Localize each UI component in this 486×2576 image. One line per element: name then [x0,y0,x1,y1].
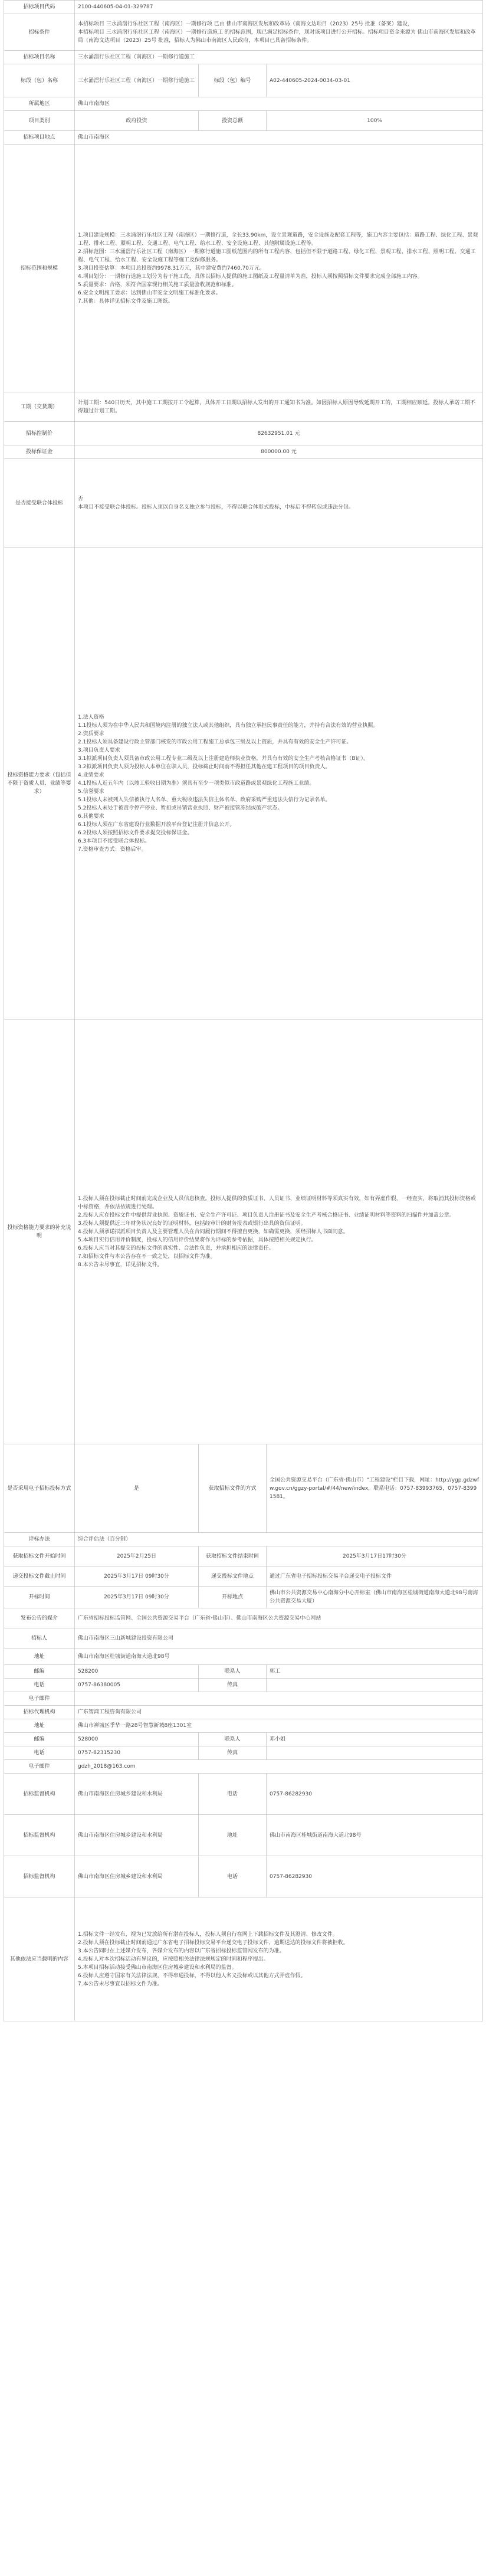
submit-place-value: 通过广东省电子招标投标交易平台递交电子投标文件 [267,1566,483,1587]
bid-fee-value: 82632951.01 元 [75,422,483,445]
location-label: 招标项目地点 [4,131,75,145]
consortium-text: 否 本项目不接受联合体投标。投标人须以自身名义独立参与投标，不得以联合体形式投标，中标后不得转包或违法分包。 [75,459,483,548]
doc-method-label: 获取招标文件的方式 [199,1444,267,1533]
other-label: 其他依法应当载明的内容 [4,1897,75,2021]
section-value: 三水涌滘行乐社区工程（南海区）一期修行道施工 [75,64,199,97]
total-label: 投资总额 [199,111,267,131]
deposit-label: 投标保证金 [4,445,75,459]
tender-contact-value: 郭工 [267,1665,483,1679]
sup1-phone-value: 0757-86282930 [267,1774,483,1815]
sup2-addr-value: 佛山市南海区桂城街道南海大道北98号 [267,1815,483,1856]
row-agent [4,1706,483,1719]
tender-fax-label: 传真 [199,1679,267,1692]
conditions-text: 本招标项目 三水涌滘行乐社区工程（南海区）一期修行项 已由 佛山市南海区发展和改革局（南海文达项目（2023）25号 批准（备案）建设， 本招标项目 三水涌滘行乐社区工程（南海区）一期修行道施工 的招标范围，现已满足招标条件，现对该项目进行公开招标。招标项目资金来源为 佛山市南海区发展和改革局（南海文达项目（2023）25号 批准，招标人为佛山市南海区人民政府，本项目已具备招标条件。 [75,14,483,51]
doc-method-text: 全国公共资源交易平台（广东省·佛山市）"工程建设"栏目下载，网址：http://ygp.gdzwfw.gov.cn/ggzy-portal/#/44/new/index，联系电话：0757-83993765，0757-83991581。 [267,1444,483,1533]
agent-phone-label: 电话 [4,1746,75,1760]
sup1-label: 招标监督机构 [4,1774,75,1815]
bid-fee-label: 招标控制价 [4,422,75,445]
row-sup3 [4,1856,483,1897]
agent-addr-value: 佛山市禅城区季华一路28号智慧新城8座1301室 [75,1719,483,1733]
area-label: 所属地区 [4,97,75,111]
row-consortium [4,459,483,548]
open-time-label: 开标时间 [4,1587,75,1608]
tender-addr-label: 地址 [4,1648,75,1665]
row-agent-phone [4,1746,483,1760]
sup3-phone-value: 0757-86282930 [267,1856,483,1897]
row-tender-email [4,1692,483,1706]
section-code-label: 标段（包）编号 [199,64,267,97]
project-name-label: 招标项目名称 [4,51,75,64]
deposit-value: 800000.00 元 [75,445,483,459]
area-value: 佛山市南海区 [75,97,483,111]
publish-value: 广东省招标投标监管网、全国公共资源交易平台（广东省·佛山市）、佛山市南海区公共资源交易中心网站 [75,1608,483,1628]
row-qual2 [4,1020,483,1444]
tender-contact-label: 联系人 [199,1665,267,1679]
eval-label: 评标办法 [4,1533,75,1546]
doc-end-value: 2025年3月17日17时30分 [267,1546,483,1566]
duration-text: 计划工期：540日历天，其中施工工期按开工令起算，具体开工日期以招标人发出的开工通知书为准。如因招标人原因导致延期开工的，工期相应顺延。投标人承诺工期不得超过计划工期。 [75,392,483,422]
conditions-label: 招标条件 [4,14,75,51]
invest-value: 政府投资 [75,111,199,131]
publish-label: 发布公告的媒介 [4,1608,75,1628]
elec-label: 是否采用电子招标投标方式 [4,1444,75,1533]
location-value: 佛山市南海区 [75,131,483,145]
row-scope [4,145,483,392]
announcement-table [4,0,483,2021]
agent-fax-value [267,1746,483,1760]
agent-value: 广东智鸿工程咨询有限公司 [75,1706,483,1719]
open-place-label: 开标地点 [199,1587,267,1608]
row-elec [4,1444,483,1533]
row-project-name [4,51,483,64]
project-code-value: 2100-440605-04-01-329787 [75,1,483,14]
sup2-value: 佛山市南海区住房城乡建设和水利局 [75,1815,199,1856]
tender-fax-value [267,1679,483,1692]
row-sup1 [4,1774,483,1815]
agent-email-value: gdzh_2018@163.com [75,1760,483,1774]
section-code-value: A02-440605-2024-0034-03-01 [267,64,483,97]
open-place-value: 佛山市公共资源交易中心南海分中心开标室（佛山市南海区桂城街道南海大道北98号南海公共资源交易大厦） [267,1587,483,1608]
row-other [4,1897,483,2021]
qual2-label: 投标资格能力要求的补充说明 [4,1020,75,1444]
row-tender-post [4,1665,483,1679]
total-value: 100% [267,111,483,131]
row-area [4,97,483,111]
row-section [4,64,483,97]
tender-email-value [75,1692,483,1706]
tender-addr-value: 佛山市南海区桂城街道南海大道北98号 [75,1648,483,1665]
agent-post-value: 528000 [75,1733,199,1746]
sup1-value: 佛山市南海区住房城乡建设和水利局 [75,1774,199,1815]
project-code-label: 招标项目代码 [4,1,75,14]
project-name-value: 三水涌滘行乐社区工程（南海区）一期修行道施工 [75,51,483,64]
sup2-label: 招标监督机构 [4,1815,75,1856]
sup1-phone-label: 电话 [199,1774,267,1815]
sup3-value: 佛山市南海区住房城乡建设和水利局 [75,1856,199,1897]
row-tender-phone [4,1679,483,1692]
row-publish [4,1608,483,1628]
other-text: 1.招标文件一经发布，视为已发放给所有潜在投标人，投标人须自行在网上下载招标文件及其澄清、修改文件。 2.投标人须在投标截止时间前通过广东省电子招标投标交易平台递交电子投标文件，逾期送达的投标文件将被拒收。 3.本公告同时在上述媒介发布，各媒介发布的内容以广东省招标投标监管网发布的为准。 4.投标人对本次招标活动有异议的，应按照相关法律法规规定的时间和程序提出。 5.本项目招标活动接受佛山市南海区住房城乡建设和水利局的监督。 6.投标人应遵守国家有关法律法规，不得串通投标，不得以他人名义投标或以其他方式弄虚作假。 7.本公告未尽事宜以招标文件为准。 [75,1897,483,2021]
row-duration [4,392,483,422]
row-agent-email [4,1760,483,1774]
agent-phone-value: 0757-82315230 [75,1746,199,1760]
row-location [4,131,483,145]
qual-text: 1.法人资格 1.1投标人须为在中华人民共和国境内注册的独立法人或其他组织，具有独立承担民事责任的能力，并持有合法有效的营业执照。 2.资质要求 2.1投标人须具备建设行政主管部门核发的市政公用工程施工总承包三级及以上资质，并具有有效的安全生产许可证。 3.项目负责人要求 3.1拟派项目负责人须具备市政公用工程专业二级及以上注册建造师执业资格，并具有有效的安全生产考核合格证书（B证）。 3.2拟派项目负责人须为投标人本单位在职人员，投标截止时间前不得担任其他在建工程项目的项目负责人。 4.业绩要求 4.1投标人近五年内（以竣工验收日期为准）须具有至少一项类似市政道路或景观绿化工程施工业绩。 5.信誉要求 5.1投标人未被列入失信被执行人名单、重大税收违法失信主体名单、政府采购严重违法失信行为记录名单。 5.2投标人未处于被责令停产停业、暂扣或吊销营业执照、财产被接管冻结或破产状态。 6.其他要求 6.1投标人须在广东省建设行业数据开放平台登记注册并信息公开。 6.2投标人须按照招标文件要求提交投标保证金。 6.3本项目不接受联合体投标。 7.资格审查方式：资格后审。 [75,548,483,1020]
agent-addr-label: 地址 [4,1719,75,1733]
tender-value: 佛山市南海区三山新城建设投资有限公司 [75,1628,483,1648]
tender-label: 招标人 [4,1628,75,1648]
section-label: 标段（包）名称 [4,64,75,97]
elec-value: 是 [75,1444,199,1533]
tender-phone-value: 0757-86380005 [75,1679,199,1692]
eval-value: 综合评估法（百分制） [75,1533,483,1546]
row-bid-fee [4,422,483,445]
row-agent-addr [4,1719,483,1733]
row-deposit [4,445,483,459]
tender-post-label: 邮编 [4,1665,75,1679]
submit-place-label: 递交投标文件地点 [199,1566,267,1587]
row-eval [4,1533,483,1546]
row-doc-time [4,1546,483,1566]
doc-end-label: 获取招标文件结束时间 [199,1546,267,1566]
qual-label: 投标资格能力要求（包括但不限于资质人员、业绩等要求） [4,548,75,1020]
qual2-text: 1.投标人须在投标截止时间前完成企业及人员信息核查。投标人提供的资质证书、人员证书、业绩证明材料等须真实有效，如有弄虚作假，一经查实，将取消其投标资格或中标资格，并依法依规进行处理。 2.投标人应在投标文件中提供营业执照、资质证书、安全生产许可证、项目负责人注册证书及安全生产考核合格证书、业绩证明材料等资料的扫描件并加盖公章。 3.投标人须提供近三年财务状况良好的证明材料，包括经审计的财务报表或银行出具的资信证明。 4.投标人须承诺拟派项目负责人及主要管理人员在合同履行期间不得擅自更换，如确需更换，须经招标人书面同意。 5.本项目实行信用评价制度，投标人的信用评价结果将作为评标的参考依据，具体按照相关规定执行。 6.投标人应当对其提交的投标文件的真实性、合法性负责，并承担相应的法律责任。 7.如招标文件与本公告存在不一致之处，以招标文件为准。 8.本公告未尽事宜，详见招标文件。 [75,1020,483,1444]
row-tender-addr [4,1648,483,1665]
sup2-addr-label: 地址 [199,1815,267,1856]
doc-start-label: 获取招标文件开始时间 [4,1546,75,1566]
row-invest [4,111,483,131]
duration-label: 工期（交货期） [4,392,75,422]
row-qual [4,548,483,1020]
consortium-label: 是否接受联合体投标 [4,459,75,548]
submit-value: 2025年3月17日 09时30分 [75,1566,199,1587]
submit-label: 递交投标文件截止时间 [4,1566,75,1587]
agent-post-label: 邮编 [4,1733,75,1746]
row-conditions [4,14,483,51]
row-project-code [4,1,483,14]
row-agent-post [4,1733,483,1746]
announcement [4,0,482,2021]
sup3-label: 招标监督机构 [4,1856,75,1897]
tender-email-label: 电子邮件 [4,1692,75,1706]
tender-phone-label: 电话 [4,1679,75,1692]
agent-fax-label: 传真 [199,1746,267,1760]
doc-start-value: 2025年2月25日 [75,1546,199,1566]
row-tender [4,1628,483,1648]
scope-text: 1.项目建设规模：三水涌滘行乐社区工程（南海区）一期修行道，全长33.90km，设立景观道路，安全设施及配套工程等，施工内容主要包括：道路工程、绿化工程、景观工程、排水工程、照明工程、交通工程、电气工程、给水工程、安全设施工程、其他附属设施工程等。 2.招标范围：三水涌滘行乐社区工程（南海区）一期修行道施工图纸范围内的所有工程内容，包括但不限于道路工程、绿化工程、景观工程、排水工程、照明工程、交通工程、电气工程、给水工程、安全设施工程等施工及保修服务。 3.项目投资估算：本项目总投资约9978.31万元，其中建安费约7460.70万元。 4.项目划分：一期修行道施工划分为若干施工段，具体以招标人提供的施工图纸及工程量清单为准，投标人须按照招标文件要求完成全部施工内容。 5.质量要求：合格，须符合国家现行相关施工质量验收规范和标准。 6.安全文明施工要求：达到佛山市安全文明施工标准化要求。 7.其他：具体详见招标文件及施工图纸。 [75,145,483,392]
tender-post-value: 528200 [75,1665,199,1679]
scope-label: 招标范围和规模 [4,145,75,392]
sup3-phone-label: 电话 [199,1856,267,1897]
agent-contact-value: 邓小姐 [267,1733,483,1746]
row-submit [4,1566,483,1587]
row-sup2 [4,1815,483,1856]
agent-label: 招标代理机构 [4,1706,75,1719]
agent-contact-label: 联系人 [199,1733,267,1746]
row-open [4,1587,483,1608]
invest-label: 项目类别 [4,111,75,131]
agent-email-label: 电子邮件 [4,1760,75,1774]
open-time-value: 2025年3月17日 09时30分 [75,1587,199,1608]
